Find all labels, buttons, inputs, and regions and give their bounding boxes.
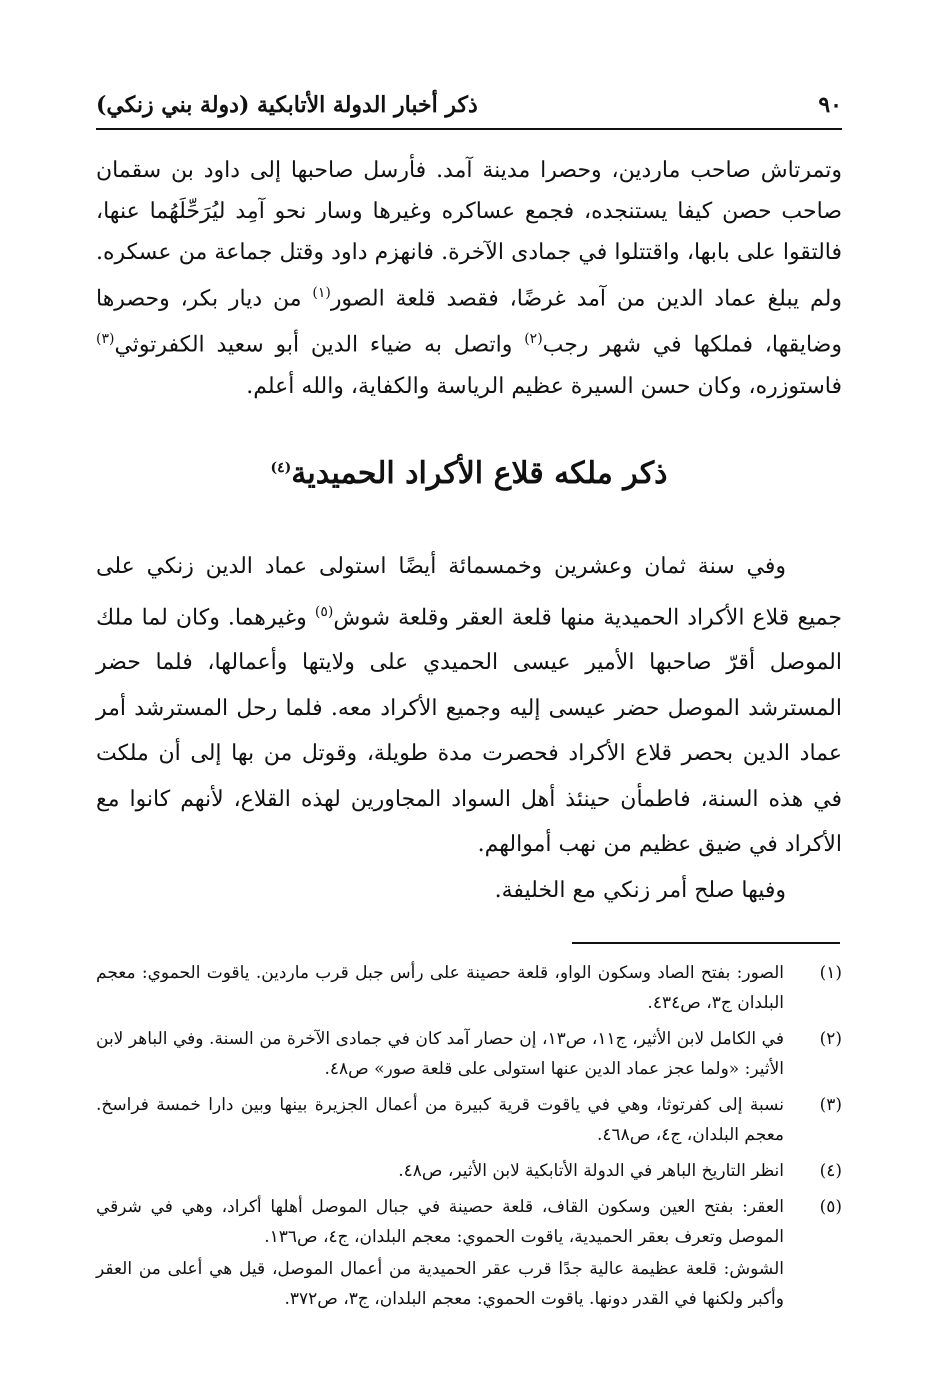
footnote-text: في الكامل لابن الأثير، ج١١، ص١٣، إن حصار آمد كان في جمادى الآخرة من السنة. وفي الباهر لابن الأثير: «ولما عجز عماد الدين عنها استولى على قلعة صور» ص٤٨.	[96, 1029, 784, 1079]
paragraph-1-text-a: وتمرتاش صاحب ماردين، وحصرا مدينة آمد. فأرسل صاحبها إلى داود بن سقمان صاحب حصن كيفا يستنجده، فجمع عساكره وغيرها وسار نحو آمِد ليُرَحِّلَهُما عنها، فالتقوا على بابها، واقتتلوا في جمادى الآخرة. فانهزم داود وقتل جماعة من عسكره. ولم يبلغ عماد الدين من آمد غرضًا، فقصد قلعة الصور	[96, 158, 842, 312]
footnotes	[96, 958, 842, 1314]
paragraph-3: وفيها صلح أمر زنكي مع الخليفة.	[494, 878, 786, 903]
footnote-divider	[572, 942, 840, 944]
paragraph-1-text-b: من ديار بكر، وحصرها وضايقها، فملكها في شهر رجب	[96, 286, 842, 358]
footnote-continuation: الشوش: قلعة عظيمة عالية جدًا قرب عقر الحميدية من أعمال الموصل، قيل هي أعلى من العقر وأكبر ولكنها في القدر دونها. ياقوت الحموي: معجم البلدان، ج٣، ص٣٧٢.	[96, 1259, 784, 1309]
section-heading	[96, 456, 842, 491]
footnote-ref-2: (٢)	[524, 331, 543, 348]
paragraph-2-text-b: وغيرهما. وكان لما ملك الموصل أقرّ صاحبها الأمير عيسى الحميدي على ولايتها وأعمالها، فلما حضر المسترشد الموصل حضر عيسى إليه وجميع الأكراد معه. فلما رحل المسترشد أمر عماد الدين بحصر قلاع الأكراد فحصرت مدة طويلة، وقوتل من بها إلى أن ملكت في هذه السنة، فاطمأن حينئذ أهل السواد المجاورين لهذه القلاع، لأنهم كانوا مع الأكراد في ضيق عظيم من نهب أموالهم.	[96, 604, 842, 858]
paragraph-1-text-d: فاستوزره، وكان حسن السيرة عظيم الرياسة والكفاية، والله أعلم.	[246, 373, 842, 399]
footnote	[96, 1090, 842, 1150]
footnote	[96, 1024, 842, 1084]
footnote-ref-4: (٤)	[270, 460, 292, 476]
footnote-ref-1: (١)	[312, 285, 331, 301]
footnote-number: (٥)	[819, 1197, 842, 1217]
paragraph-2-text-a: وفي سنة ثمان وعشرين وخمسمائة أيضًا استولى عماد الدين زنكي على جميع قلاع الأكراد الحميدية منها قلعة العقر وقلعة شوش	[96, 554, 843, 630]
paragraph-2	[96, 544, 842, 868]
footnote-number: (٣)	[819, 1095, 842, 1115]
footnote-number: (٢)	[819, 1029, 842, 1049]
footnote	[96, 1192, 842, 1252]
page-number: ٩٠	[818, 92, 842, 118]
running-title: ذكر أخبار الدولة الأتابكية (دولة بني زنكي)	[96, 92, 478, 118]
paragraph-1	[96, 150, 842, 407]
footnote-ref-3: (٣)	[96, 331, 115, 348]
footnote-ref-5: (٥)	[314, 603, 334, 620]
section-heading-text: ذكر ملكه قلاع الأكراد الحميدية	[291, 456, 668, 491]
header-divider	[96, 128, 842, 130]
footnote-number: (٤)	[819, 1161, 842, 1181]
footnote-text: انظر التاريخ الباهر في الدولة الأتابكية لابن الأثير، ص٤٨.	[398, 1161, 784, 1181]
footnote-text: الصور: بفتح الصاد وسكون الواو، قلعة حصينة على رأس جبل قرب ماردين. ياقوت الحموي: معجم البلدان ج٣، ص٤٣٤.	[96, 963, 785, 1013]
footnote	[96, 958, 842, 1018]
footnote	[96, 1156, 842, 1186]
footnote-text: العقر: بفتح العين وسكون القاف، قلعة حصينة في جبال الموصل أهلها أكراد، وهي في شرقي الموصل وتعرف بعقر الحميدية، ياقوت الحموي: معجم البلدان، ج٤، ص١٣٦.	[96, 1197, 784, 1247]
footnote-number: (١)	[819, 963, 842, 983]
paragraph-1-text-c: واتصل به ضياء الدين أبو سعيد الكفرتوثي	[114, 332, 525, 358]
footnote-text: نسبة إلى كفرتوثا، وهي في ياقوت قرية كبيرة من أعمال الجزيرة بينها وبين دارا خمسة فراسخ. معجم البلدان، ج٤، ص٤٦٨.	[96, 1095, 784, 1145]
running-head	[96, 88, 842, 124]
